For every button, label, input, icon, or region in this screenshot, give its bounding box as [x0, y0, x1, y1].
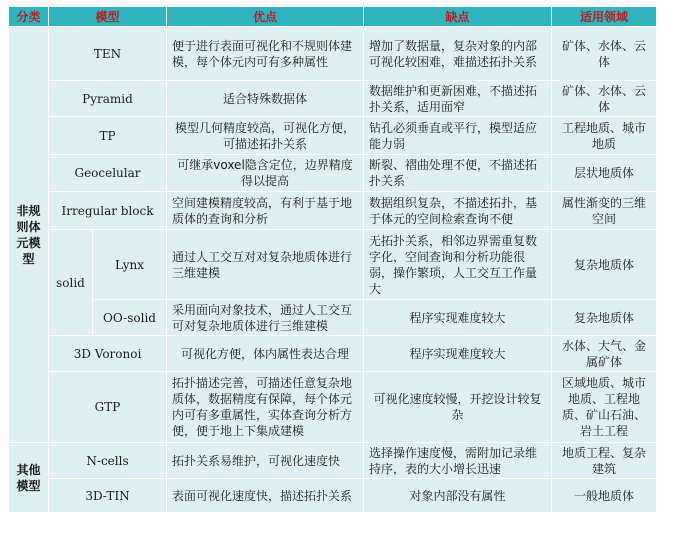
disadvantages-cell: 程序实现难度较大	[364, 336, 552, 372]
model-comparison-table	[8, 6, 657, 513]
scope-cell: 复杂地质体	[552, 230, 657, 300]
disadvantages-cell: 钻孔必须垂直或平行，模型适应能力弱	[364, 117, 552, 155]
model-cell: Pyramid	[49, 81, 167, 117]
table-row	[9, 300, 657, 336]
scope-cell: 水体、大气、金属矿体	[552, 336, 657, 372]
advantages-cell: 模型几何精度较高，可视化方便，可描述拓扑关系	[167, 117, 364, 155]
table-row	[9, 27, 657, 81]
scope-cell: 矿体、水体、云体	[552, 27, 657, 81]
header-category: 分类	[9, 7, 49, 27]
scope-cell: 工程地质、城市地质	[552, 117, 657, 155]
advantages-cell: 便于进行表面可视化和不规则体建模，每个体元内可有多种属性	[167, 27, 364, 81]
scope-cell: 一般地质体	[552, 479, 657, 513]
scope-cell: 地质工程、复杂建筑	[552, 443, 657, 479]
disadvantages-cell: 可视化速度较慢，开挖设计较复杂	[364, 372, 552, 443]
model-cell: 3D Voronoi	[49, 336, 167, 372]
scope-cell: 层状地质体	[552, 155, 657, 192]
advantages-cell: 拓扑描述完善，可描述任意复杂地质体，数据精度有保障，每个体元内可有多重属性，实体查询分析方便，便于地上下集成建模	[167, 372, 364, 443]
advantages-cell: 可视化方便，体内属性表达合理	[167, 336, 364, 372]
advantages-cell: 通过人工交互对对复杂地质体进行三维建模	[167, 230, 364, 300]
disadvantages-cell: 数据维护和更新困难，不描述拓扑关系，适用面窄	[364, 81, 552, 117]
disadvantages-cell: 程序实现难度较大	[364, 300, 552, 336]
model-cell: OO-solid	[93, 300, 167, 336]
scope-cell: 复杂地质体	[552, 300, 657, 336]
table-row	[9, 192, 657, 230]
model-cell: TEN	[49, 27, 167, 81]
disadvantages-cell: 增加了数据量，复杂对象的内部可视化较困难，难描述拓扑关系	[364, 27, 552, 81]
table-row	[9, 479, 657, 513]
table-row	[9, 230, 657, 300]
disadvantages-cell: 数据组织复杂，不描述拓扑，基于体元的空间检索查询不便	[364, 192, 552, 230]
group-solid: solid	[49, 230, 93, 336]
table-container	[8, 6, 657, 513]
scope-cell: 矿体、水体、云体	[552, 81, 657, 117]
scope-cell: 区域地质、城市地质、工程地质、矿山石油、岩土工程	[552, 372, 657, 443]
disadvantages-cell: 断裂、褶曲处理不便，不描述拓扑关系	[364, 155, 552, 192]
advantages-cell: 采用面向对象技术，通过人工交互可对复杂地质体进行三维建模	[167, 300, 364, 336]
model-cell: GTP	[49, 372, 167, 443]
model-cell: 3D-TIN	[49, 479, 167, 513]
table-row	[9, 336, 657, 372]
table-row	[9, 81, 657, 117]
disadvantages-cell: 无拓扑关系，相邻边界需重复数字化，空间查询和分析功能很弱，操作繁琐，人工交互工作量大	[364, 230, 552, 300]
header-advantages: 优点	[167, 7, 364, 27]
header-row	[9, 7, 657, 27]
model-cell: N-cells	[49, 443, 167, 479]
disadvantages-cell: 选择操作速度慢，需附加记录维持序，表的大小增长迅速	[364, 443, 552, 479]
scope-cell: 属性渐变的三维空间	[552, 192, 657, 230]
disadvantages-cell: 对象内部没有属性	[364, 479, 552, 513]
advantages-cell: 可继承voxel隐含定位，边界精度得以提高	[167, 155, 364, 192]
header-disadvantages: 缺点	[364, 7, 552, 27]
header-model: 模型	[49, 7, 167, 27]
group-others: 其他模型	[9, 443, 49, 513]
advantages-cell: 空间建模精度较高，有利于基于地质体的查询和分析	[167, 192, 364, 230]
advantages-cell: 适合特殊数据体	[167, 81, 364, 117]
model-cell: Irregular block	[49, 192, 167, 230]
header-scope: 适用领域	[552, 7, 657, 27]
advantages-cell: 表面可视化速度快，描述拓扑关系	[167, 479, 364, 513]
model-cell: Geocelular	[49, 155, 167, 192]
table-row	[9, 155, 657, 192]
table-row	[9, 117, 657, 155]
table-row	[9, 443, 657, 479]
model-cell: Lynx	[93, 230, 167, 300]
group-irregular: 非规则体元模型	[9, 27, 49, 443]
advantages-cell: 拓扑关系易维护，可视化速度快	[167, 443, 364, 479]
table-row	[9, 372, 657, 443]
model-cell: TP	[49, 117, 167, 155]
